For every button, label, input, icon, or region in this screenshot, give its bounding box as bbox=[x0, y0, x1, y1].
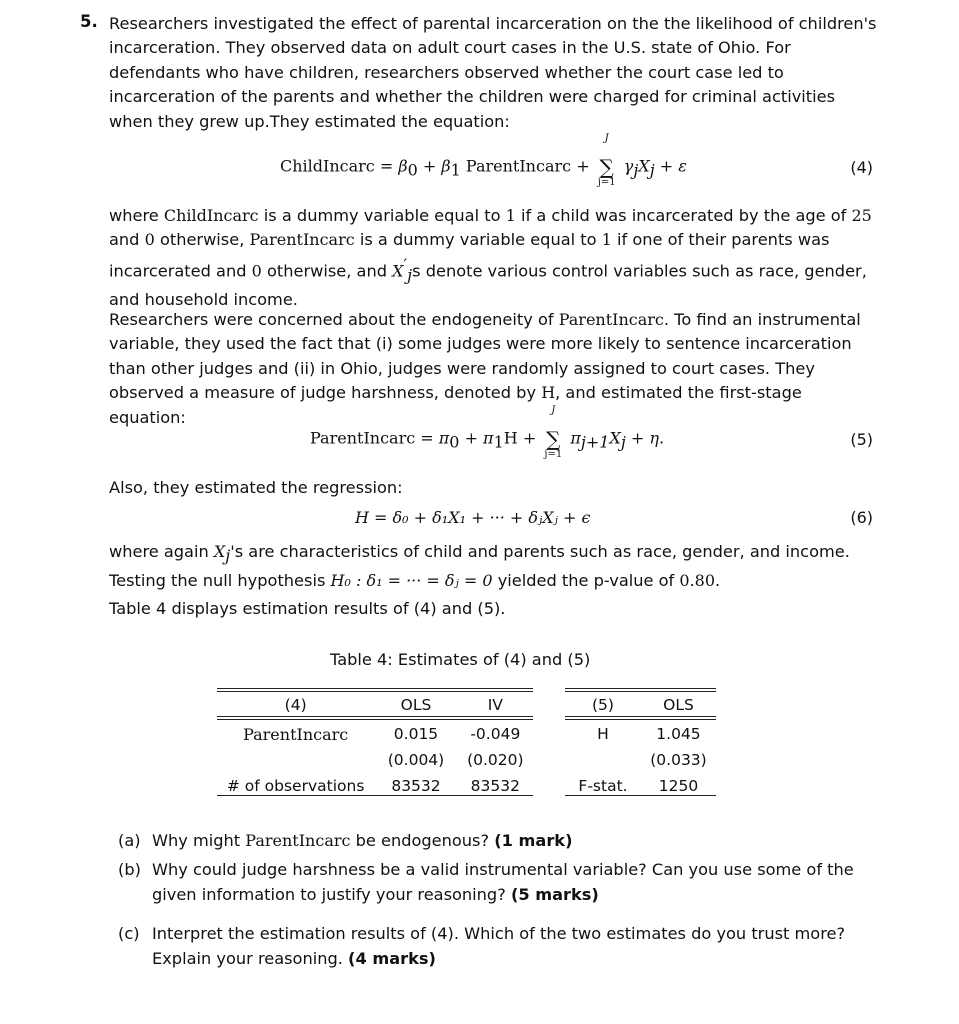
eq5-lhs: ParentIncarc bbox=[310, 428, 416, 448]
left-obs-iv: 83532 bbox=[470, 777, 520, 795]
left-header-ols: OLS bbox=[400, 696, 432, 714]
eq4-beta0: = β bbox=[379, 156, 408, 176]
right-stat-label: F-stat. bbox=[578, 777, 628, 795]
table-4-left bbox=[217, 692, 533, 799]
instrument-paragraph: Researchers were concerned about the endogeneity of ParentIncarc. To find an instrumental variable, they used the fact that (i) some judges were more likely to sentence incarceration than other judges and (ii) in Ohio, judges were randomly assigned to court cases. They observed a measure of judge harshness, denoted by H, and estimated the first-stage equation: bbox=[109, 310, 861, 427]
left-se-ols: (0.004) bbox=[387, 751, 445, 769]
definition-paragraph: where ChildIncarc is a dummy variable equal to 1 if a child was incarcerated by the age of 25 and 0 otherwise, ParentIncarc is a dummy variable equal to 1 if one of their parents was incarcerated and 0 otherwise, and $X'_js$ denote various control variables such as race, gender, and household income. bbox=[109, 206, 872, 309]
equation-6: H = δ₀ + δ₁X₁ + ··· + δⱼXⱼ + ϵ bbox=[355, 508, 591, 527]
also-line: Also, they estimated the regression: bbox=[109, 478, 403, 497]
part-a-marks: (1 mark) bbox=[494, 831, 573, 850]
left-obs-label: # of observations bbox=[226, 777, 365, 795]
left-obs-ols: 83532 bbox=[391, 777, 441, 795]
left-row-label: ParentIncarc bbox=[243, 724, 349, 744]
eq5-number: (5) bbox=[850, 430, 873, 449]
right-stat-value: 1250 bbox=[658, 777, 699, 795]
right-header-ols: OLS bbox=[663, 696, 694, 714]
eq4-beta1: + β bbox=[422, 156, 451, 176]
eq4-error: + ε bbox=[659, 156, 687, 176]
eq5-sum: J ∑ j=1 bbox=[544, 405, 563, 460]
left-header-iv: IV bbox=[487, 696, 503, 714]
table-reference: Table 4 displays estimation results of (4) and (5). bbox=[109, 599, 506, 618]
intro-paragraph: Researchers investigated the effect of parental incarceration on the the likelihood of children's incarceration. They observed data on adult court cases in the U.S. state of Ohio. For defendants who have children, researchers observed whether the court case led to incarceration of the parents and whether the children were charged for criminal activities when they grew up.They estimated the equation: bbox=[109, 14, 877, 131]
right-se: (0.033) bbox=[650, 751, 707, 769]
eq4-parent: ParentIncarc bbox=[465, 156, 572, 176]
table-caption: Table 4: Estimates of (4) and (5) bbox=[330, 650, 591, 669]
right-row-label: H bbox=[597, 725, 609, 743]
question-page: 5. Researchers investigated the effect of parental incarceration on the the likelihood of children's incarceration. They observed data on adult court cases in the U.S. state of Ohio. For defendants who have children, researchers observed whether the court case led to incarceration of the parents and whether the children were charged for criminal activities when they grew up.They estimated the equation: ChildIncarc = $\beta_0 + \beta_1$ ParentIncarc + J ∑ j=1 $\gamma_jX_j + \varepsilon$ (4) where ChildIncarc is a dummy variable equal to 1 if a child was incarcerated by the age of 25 and 0 otherwise, ParentIncarc is a dummy variable equal to 1 if one of their parents was incarcerated and 0 otherwise, and $X'_js$ denote various control variables such as race, gender, and household income. Researchers were concerned about the endogeneity of ParentIncarc. To find an instrumental variable, they used the fact that (i) some judges were more likely to sentence incarceration than other judges and (ii) in Ohio, judges were randomly assigned to court cases. They observed a measure of judge harshness, denoted by H, and estimated the first-stage equation: ParentIncarc = $\pi_0 + \pi_1H$ + J ∑ j=1 $\pi_{j+1}X_j + \eta$. (5) Also, they estimated the regression: H = δ₀ + δ₁X₁ + ··· + δⱼXⱼ + ϵ (6) where again $X_j's$ are characteristics of child and parents such as race, gender, and income. Testing the null hypothesis H₀ : δ₁ = ··· = δⱼ = 0 yielded the p-value of 0.80. Table 4 displays estimation results of (4) and (5). Table 4: Estimates of (4) and (5) (4) OLS IV ParentIncarc 0.015 -0.049 (0.004) (0.020) # of observations 83532 83532 (5) OLS H 1.045 (0.033) F-stat. 1250 (a) Why might ParentIncarc be endogenous? (1 mark) (b) Why could judge harshness be a valid instrumental variable? Can you use some of the given information to justify your reasoning? (5 marks) (c) Interpret the estimation results of (4). Which of the two estimates do you trust more? Explain your reasoning. (4 marks) bbox=[0, 0, 959, 1024]
eq6-number: (6) bbox=[850, 508, 873, 527]
eq4-lhs: ChildIncarc bbox=[280, 156, 375, 176]
eq4-gamma: γ bbox=[623, 156, 634, 176]
table-4-right bbox=[565, 692, 716, 799]
left-coef-ols: 0.015 bbox=[393, 725, 439, 743]
part-b-marks: (5 marks) bbox=[510, 884, 599, 904]
left-coef-iv: -0.049 bbox=[470, 725, 521, 743]
equation-4: ChildIncarc = $\beta_0 + \beta_1$ ParentIncarc + J ∑ j=1 $\gamma_jX_j + \varepsilon$ bbox=[280, 133, 687, 188]
equation-5: ParentIncarc = $\pi_0 + \pi_1H$ + J ∑ j=1 $\pi_{j+1}X_j + \eta$. bbox=[310, 405, 665, 460]
where-again-paragraph: where again $X_j's$ are characteristics of child and parents such as race, gender, and income. Testing the null hypothesis H₀ : δ₁ = ··· = δⱼ = 0 yielded the p-value of 0.80. bbox=[109, 542, 850, 590]
part-b-label: (b) bbox=[118, 860, 141, 879]
part-c-label: (c) bbox=[118, 924, 140, 943]
right-header-model: (5) bbox=[592, 696, 614, 714]
left-header-model: (4) bbox=[284, 696, 307, 714]
left-se-iv: (0.020) bbox=[467, 751, 524, 769]
question-number: 5. bbox=[80, 12, 98, 31]
eq4-sum: J ∑ j=1 bbox=[597, 133, 616, 188]
right-coef: 1.045 bbox=[656, 725, 701, 743]
part-a-label: (a) bbox=[118, 831, 141, 850]
part-c-marks: (4 marks) bbox=[348, 948, 436, 968]
eq4-number: (4) bbox=[850, 158, 873, 177]
